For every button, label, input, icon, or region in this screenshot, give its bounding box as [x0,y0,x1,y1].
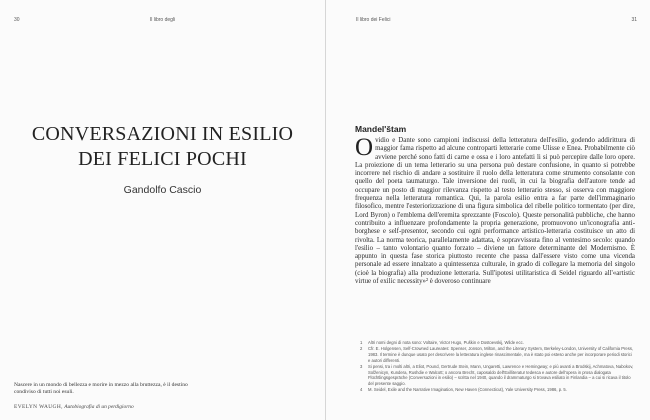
running-head-left: Il libro degli [149,17,176,23]
footnote [360,346,635,364]
footnote-text: Cfr. E. Holgensen, Self-Crowned Laureates: Spenser, Jonson, Milton, and the Literary System, Berkeley-London, University of California Press, 1983. Il termine è dunque usato per descrivere la letteratura inglese rinascimentale, ma è stato poi esteso anche per incorporare periodi storici e autori differenti. [368,345,634,363]
chapter-title: CONVERSAZIONI IN ESILIO DEI FELICI POCHI [31,123,294,170]
footnote-number: 1 [360,340,363,345]
body-paragraph [355,134,635,286]
footnote [360,364,635,388]
running-head-right: Il libro dei Felici [356,17,391,23]
page-number-left: 30 [14,17,20,23]
footnote-text: M. Seidel, Exile and the Narrative Imagination, New Haven (Connecticut), Yale University Press, 1986, p. 5. [368,387,567,393]
footnotes [360,340,635,393]
epigraph-source [14,404,134,410]
footnote-number: 2 [360,345,363,351]
body-text: vidio e Dante sono campioni indiscussi della letteratura dell'esilio, godendo addirittura di maggior fama rispetto ad alcune controparti letterarie come Ulisse e Enea. Probabilmente ciò avviene perché sono fatti di carne e ossa e i loro antefatti li si può percepire dalle loro opere. La proiezione di un tema letterario su una persona può destare confusione, in quanto si potrebbe incorrere nel rischio di andare a sostituire il ruolo della letteratura come strumento consolante con quello del poeta taumaturgo. Tale inversione dei ruoli, in cui la biografia dell'autore tende ad occupare un posto di maggior rilevanza rispetto al testo letterario stesso, si osserva con maggiore frequenza nella letteratura romantica. Qui, la parola esilio entra a far parte dell'immaginario filosofico, mentre l'esteriorizzazione di una figura simbolica del ribelle politico tormentato (per dire, Lord Byron) o l'emblema dell'eremita sprezzante (Foscolo). Queste personalità pubbliche, che hanno contribuito a influenzare profondamente la propria generazione, promuovono un'iconografia anti-borghese e self-presentor, secondo cui ogni performance artistico-letteraria costituisce un atto di rivolta. La norma teorica, parallelamente adattata, è sopravvissuta fino al ventesimo secolo: quando l'esilio – tanto volontario quanto forzato – diviene un fattore determinante del Modernismo. È appunto in questa fase storica piuttosto recente che passa dall'essere visto come una vicenda personale ad essere innalzato a quintessenza culturale, in grado di collegare la memoria del singolo (cioè la biografia) alla produzione letteraria. Sull'ipotesi utilitaristica di Seidel riguardo all'«artistic virtue of exilic necessity»² è doveroso continuare [355,137,635,286]
footnote-text: Altri nomi degni di nota sono: Voltaire, Victor Hugo, Puškin e Dostoevskij, Wilde ecc. [368,340,524,345]
section-title: Mandel'štam [355,124,407,134]
chapter-author: Gandolfo Cascio [123,184,202,196]
drop-cap: O [355,134,374,161]
epigraph-source-work: Autobiografia di un perdigiorno [64,404,134,410]
page-number-right: 31 [631,17,637,23]
footnote-number: 3 [360,363,363,369]
footnote-text: Si pensi, tra i molti altri, a Eliot, Pound, Gertrude Stein, Mann, Ungaretti, Lawrence e Hemingway; e più avanti a Brodskij, Achmatova, Nabokov, Solženicyn, Kundera, Rushdie e Walcott; o ancora Brecht, caposaldo dell'Exilliteratur tedesca e autore dell'opera in prosa dialogata Flüchtlingsgespräche (Conversazioni in esilio) – scritta nel 1940, quando il drammaturgo si trovava esiliato in Finlandia – a cui si ricava il titolo del presente saggio. [368,363,634,387]
epigraph-text: Nascere in un mondo di bellezza e morire in mezzo alla bruttezza, è il destino condiviso di tutti noi esuli. [14,382,188,396]
epigraph-source-author: EVELYN WAUGH, [14,404,63,410]
footnote [360,387,635,393]
footnote-number: 4 [360,387,363,393]
